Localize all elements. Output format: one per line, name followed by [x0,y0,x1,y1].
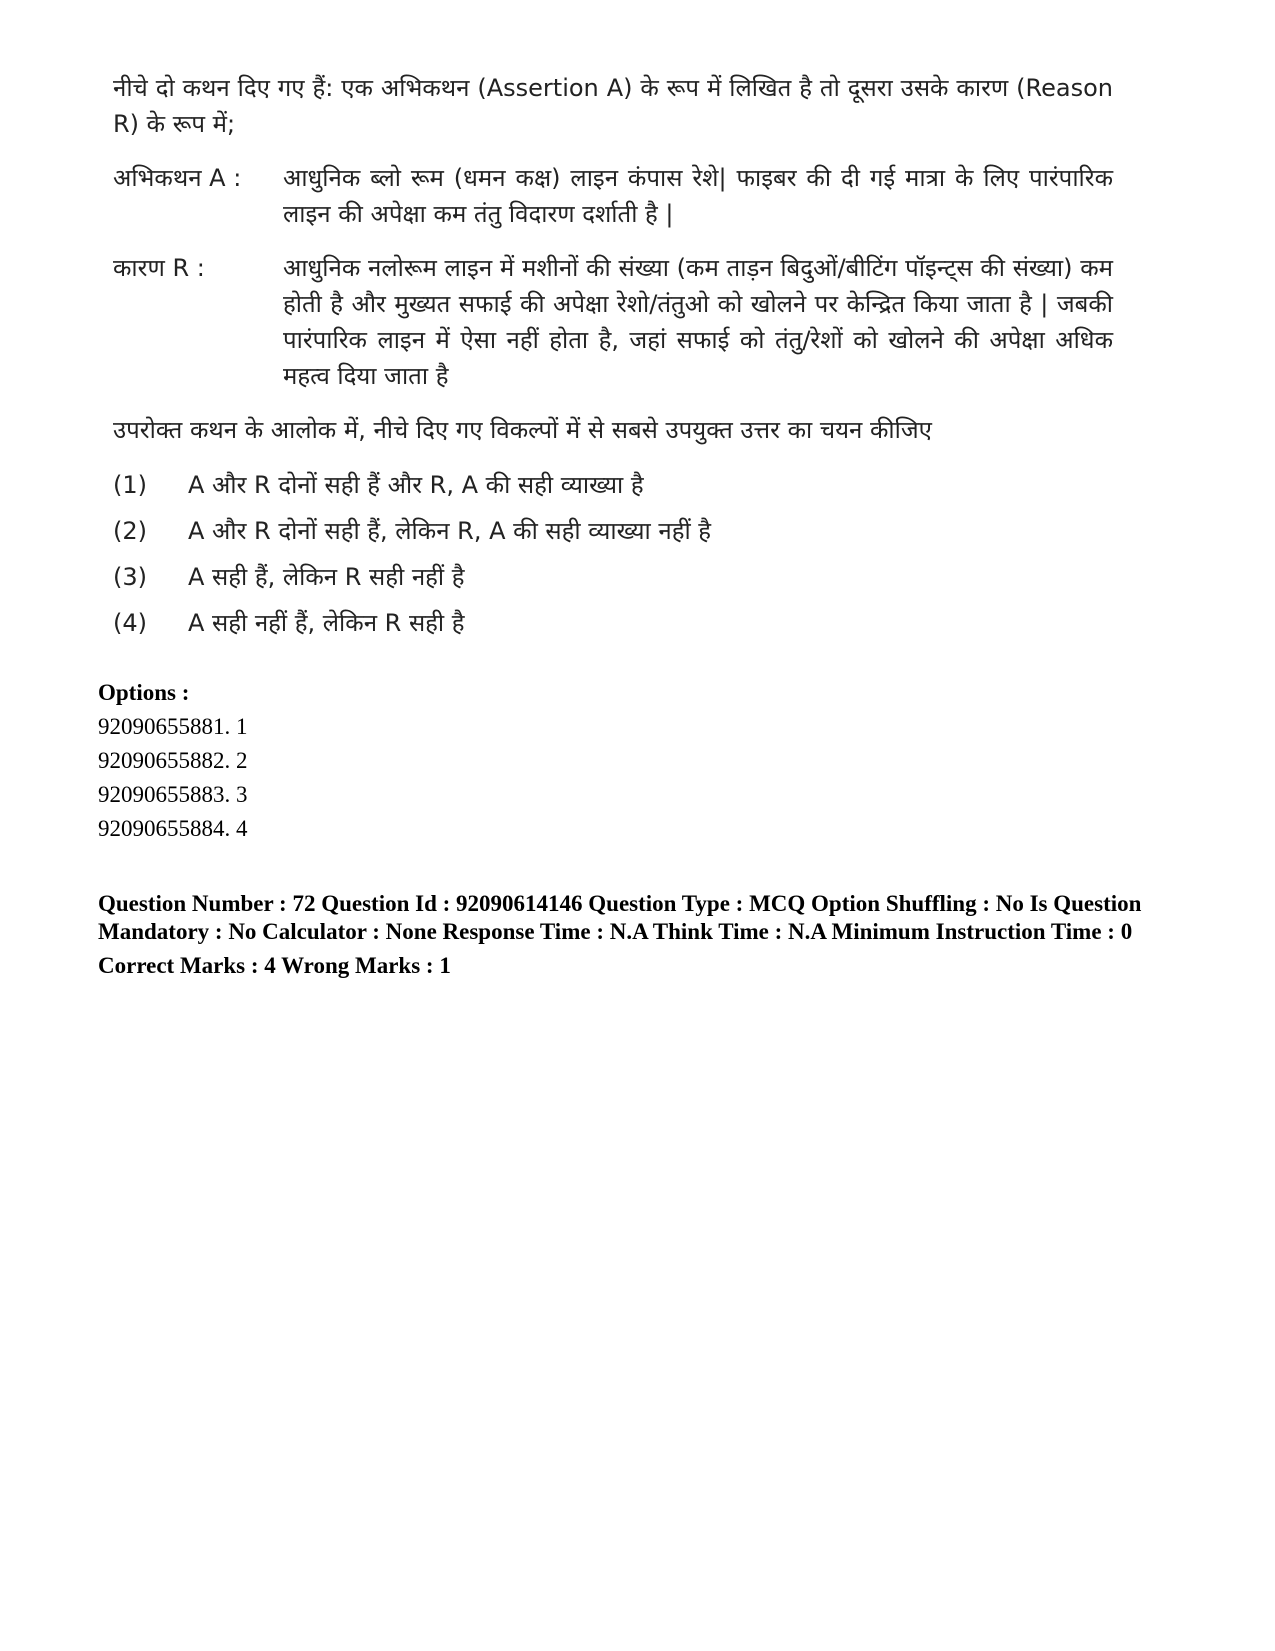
option-item-4: 92090655884. 4 [98,816,248,841]
options-heading: Options : [98,680,190,705]
answer-choice-3 [113,554,1113,600]
answer-choice-4 [113,600,1113,646]
answer-choices [113,462,1113,646]
question-metadata [98,676,1178,980]
choice-text: A और R दोनों सही हैं और R, A की सही व्याख्या है [188,471,644,499]
question-image-block [113,70,1113,646]
assertion-text: आधुनिक ब्लो रूम (धमन कक्ष) लाइन कंपास रेशे| फाइबर की दी गई मात्रा के लिए पारंपारिक लाइन की अपेक्षा कम तंतु विदारण दर्शाती है | [283,164,1113,228]
assertion-statement [113,160,1113,232]
choice-text: A सही हैं, लेकिन R सही नहीं है [188,563,465,591]
reason-label: कारण R : [113,254,205,282]
choice-number: (1) [113,471,147,499]
question-instruction: उपरोक्त कथन के आलोक में, नीचे दिए गए विकल्पों में से सबसे उपयुक्त उत्तर का चयन कीजिए [113,416,932,444]
next-question-marks: Correct Marks : 4 Wrong Marks : 1 [98,953,451,978]
reason-statement [113,250,1113,394]
choice-number: (2) [113,517,147,545]
option-item-1: 92090655881. 1 [98,714,248,739]
option-item-3: 92090655883. 3 [98,782,248,807]
choice-text: A सही नहीं हैं, लेकिन R सही है [188,609,465,637]
question-intro: नीचे दो कथन दिए गए हैं: एक अभिकथन (Assertion A) के रूप में लिखित है तो दूसरा उसके कारण (Reason R) के रूप में; [113,74,1113,138]
choice-number: (4) [113,609,147,637]
reason-text: आधुनिक नलोरूम लाइन में मशीनों की संख्या (कम ताड़न बिदुओं/बीटिंग पॉइन्ट्स की संख्या) कम होती है और मुख्यत सफाई की अपेक्षा रेशो/तंतुओ को खोलने पर केन्द्रित किया जाता है | जबकी पारंपारिक लाइन में ऐसा नहीं होता है, जहां सफाई को तंतु/रेशों को खोलने की अपेक्षा अधिक महत्व दिया जाता है [283,254,1113,390]
next-question-info: Question Number : 72 Question Id : 92090614146 Question Type : MCQ Option Shuffling : No Is Question Mandatory : No Calculator : None Response Time : N.A Think Time : N.A Minimum Instruction Time : 0 [98,891,1142,944]
assertion-label: अभिकथन A : [113,164,242,192]
answer-choice-2 [113,508,1113,554]
option-item-2: 92090655882. 2 [98,748,248,773]
choice-number: (3) [113,563,147,591]
answer-choice-1 [113,462,1113,508]
options-list [98,710,1178,846]
choice-text: A और R दोनों सही हैं, लेकिन R, A की सही व्याख्या नहीं है [188,517,712,545]
